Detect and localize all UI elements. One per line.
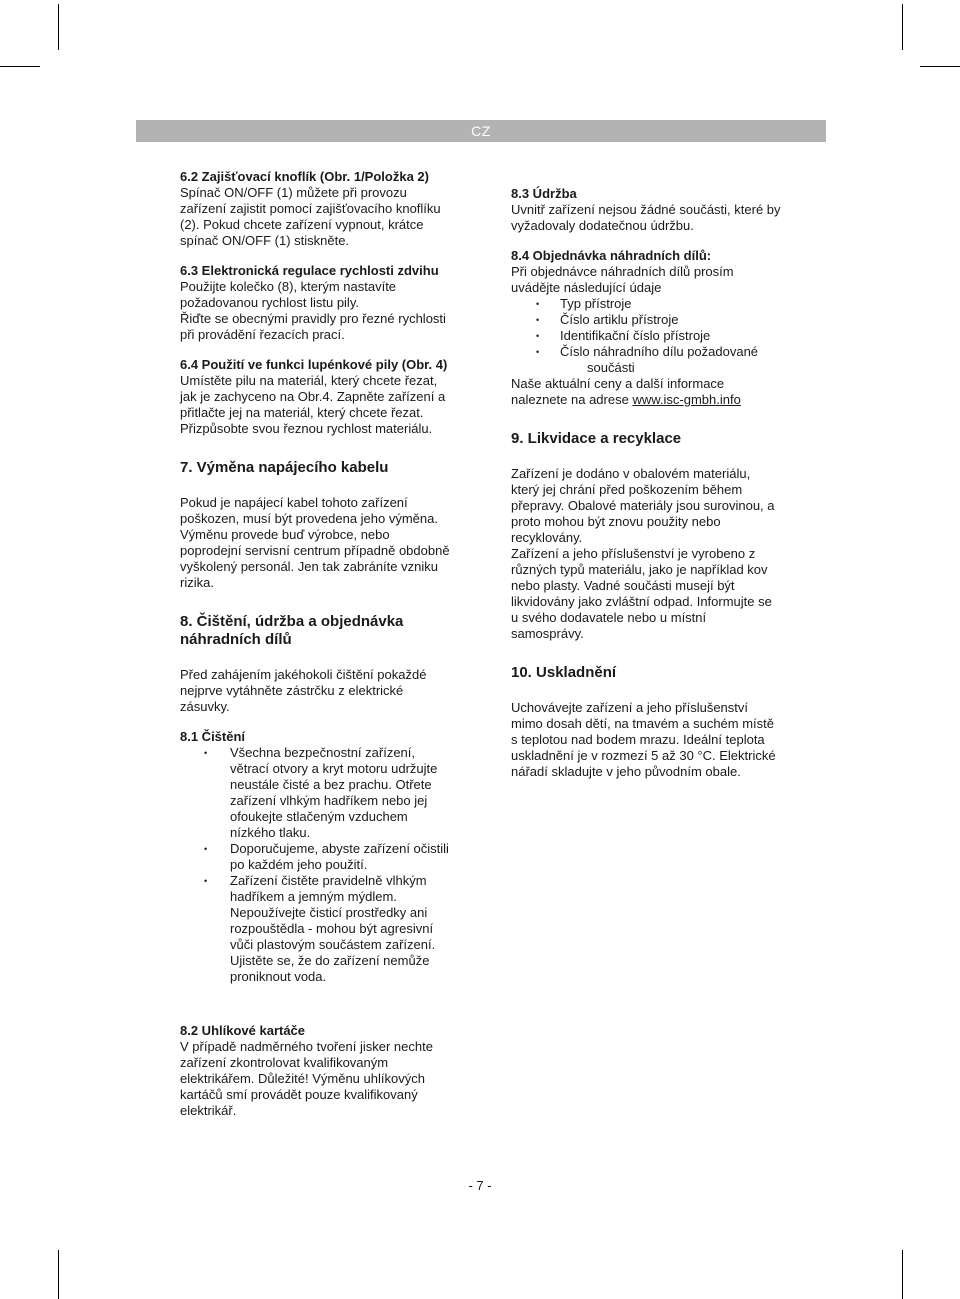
left-column [180, 169, 480, 985]
section-8-title: 8. Čištění, údržba a objednávka náhradních dílů [180, 613, 404, 648]
list-item: • Typ přístroje [511, 296, 821, 312]
section-8-3-text: Uvnitř zařízení nejsou žádné součásti, které by vyžadovaly dodatečnou údržbu. [511, 202, 781, 233]
section-7-text: Pokud je napájecí kabel tohoto zařízení poškozen, musí být provedena jeho výměna. Výměnu provede buď výrobce, nebo poprodejní servisní centrum případně obdobně vyškolený personál. Jen tak zabráníte vzniku rizika. [180, 495, 450, 590]
section-10-text: Uchovávejte zařízení a jeho příslušenství mimo dosah dětí, na tmavém a suchém místě s teplotou nad bodem mrazu. Ideální teplota uskladnění je v rozmezí 5 až 30 °C. Elektrické nářadí skladujte v jeho původním obale. [511, 700, 776, 779]
section-8-2-title: 8.2 Uhlíkové kartáče [180, 1023, 306, 1038]
section-8-4-after-text: Naše aktuální ceny a další informace [511, 376, 725, 391]
section-8-2-block [180, 1023, 480, 1119]
list-item: • Zařízení čistěte pravidelně vlhkým hadříkem a jemným mýdlem. Nepoužívejte čisticí prostředky ani rozpouštědla - mohou být agresivní vůči plastovým součástem zařízení. Ujistěte se, že do zařízení nemůže proniknout voda. [180, 873, 480, 985]
crop-mark-bottom-left [58, 1250, 59, 1299]
section-8-2-text: V případě nadměrného tvoření jisker nechte zařízení zkontrolovat kvalifikovaným elektrikářem. Důležité! Výměnu uhlíkových kartáčů smí provádět pouze kvalifikovaný elektrikář. [180, 1039, 433, 1118]
language-tag: CZ [471, 123, 491, 139]
list-item: • Všechna bezpečnostní zařízení, větrací otvory a kryt motoru udržujte neustále čisté a bez prachu. Otřete zařízení vlhkým hadříkem nebo jej ofoukejte stlačeným vzduchem nízkého tlaku. [180, 745, 480, 841]
section-8-text: Před zahájením jakéhokoli čištění pokaždé nejprve vytáhněte zástrčku z elektrické zásuvky. [180, 667, 427, 714]
crop-mark-top-left [58, 4, 59, 50]
section-8-3-title: 8.3 Údržba [511, 186, 577, 201]
crop-mark-bottom-right [902, 1250, 903, 1299]
list-item: • Číslo artiklu přístroje [511, 312, 821, 328]
page-number: - 7 - [468, 1178, 492, 1193]
section-6-2-text: Spínač ON/OFF (1) můžete při provozu zařízení zajistit pomocí zajišťovacího knoflíku (2). Pokud chcete zařízení vypnout, krátce spínač ON/OFF (1) stiskněte. [180, 185, 441, 248]
section-8-1-bullet-list [180, 745, 480, 985]
section-10-title: 10. Uskladnění [511, 664, 617, 681]
section-8-4-bullet-list [511, 296, 821, 376]
isc-website-link[interactable]: www.isc-gmbh.info [632, 392, 741, 407]
section-6-3-text: Použijte kolečko (8), kterým nastavíte požadovanou rychlost listu pily. Řiďte se obecnými pravidly pro řezné rychlosti při provádění řezacích prací. [180, 279, 446, 342]
section-7-title: 7. Výměna napájecího kabelu [180, 459, 389, 476]
section-6-3-title: 6.3 Elektronická regulace rychlosti zdvihu [180, 263, 439, 278]
section-8-4-title: 8.4 Objednávka náhradních dílů: [511, 248, 712, 263]
section-8-4-text: Při objednávce náhradních dílů prosím uvádějte následující údaje [511, 264, 734, 295]
language-header-bar [136, 120, 826, 142]
section-6-4-title: 6.4 Použití ve funkci lupénkové pily (Obr. 4) [180, 357, 448, 372]
crop-mark-top-right [902, 4, 903, 50]
section-9-text: Zařízení je dodáno v obalovém materiálu, který jej chrání před poškozením během přepravy. Obalové materiály jsou surovinou, a proto mohou být znovu použity nebo recyklovány. Zařízení a jeho příslušenství je vyrobeno z různých typů materiálu, jako je například kov nebo plasty. Vadné součásti musejí být likvidovány jako zvláštní odpad. Informujte se u svého dodavatele nebo u místní samosprávy. [511, 466, 775, 641]
section-8-1-title: 8.1 Čištění [180, 729, 246, 744]
section-6-2-title: 6.2 Zajišťovací knoflík (Obr. 1/Položka 2) [180, 169, 429, 184]
right-column: 8.3 Údržba Uvnitř zařízení nejsou žádné součásti, které by vyžadovaly dodatečnou údržbu. 8.4 Objednávka náhradních dílů: Při objednávce náhradních dílů prosím uvádějte následující údaje • Typ přístroje • Číslo artiklu přístroje • Identifikační číslo přístroje • Číslo náhradního dílu požadované součásti Naše aktuální ceny a další informace naleznete na adrese www.isc-gmbh.info 9. Likvidace a recyklace Zařízení je dodáno v obalovém materiálu, který jej chrání před poškozením během přepravy. Obalové materiály jsou surovinou, a proto mohou být znovu použity nebo recyklovány. Zařízení a jeho příslušenství je vyrobeno z různých typů materiálu, jako je například kov nebo plasty. Vadné součásti musejí být likvidovány jako zvláštní odpad. Informujte se u svého dodavatele nebo u místní samosprávy. 10. Uskladnění Uchovávejte zařízení a jeho příslušenství mimo dosah dětí, na tmavém a suchém místě s teplotou nad bodem mrazu. Ideální teplota uskladnění je v rozmezí 5 až 30 °C. Elektrické nářadí skladujte v jeho původním obale. [511, 186, 821, 780]
crop-mark-left-h [0, 66, 40, 67]
crop-mark-right-h [920, 66, 960, 67]
list-item: • Číslo náhradního dílu požadované součásti [511, 344, 821, 376]
section-9-title: 9. Likvidace a recyklace [511, 430, 682, 447]
list-item: • Identifikační číslo přístroje [511, 328, 821, 344]
section-6-4-text: Umístěte pilu na materiál, který chcete řezat, jak je zachyceno na Obr.4. Zapněte zařízení a přitlačte jej na materiál, který chcete řezat. Přizpůsobte svou řeznou rychlost materiálu. [180, 373, 446, 436]
list-item: • Doporučujeme, abyste zařízení očistili po každém jeho použití. [180, 841, 480, 873]
